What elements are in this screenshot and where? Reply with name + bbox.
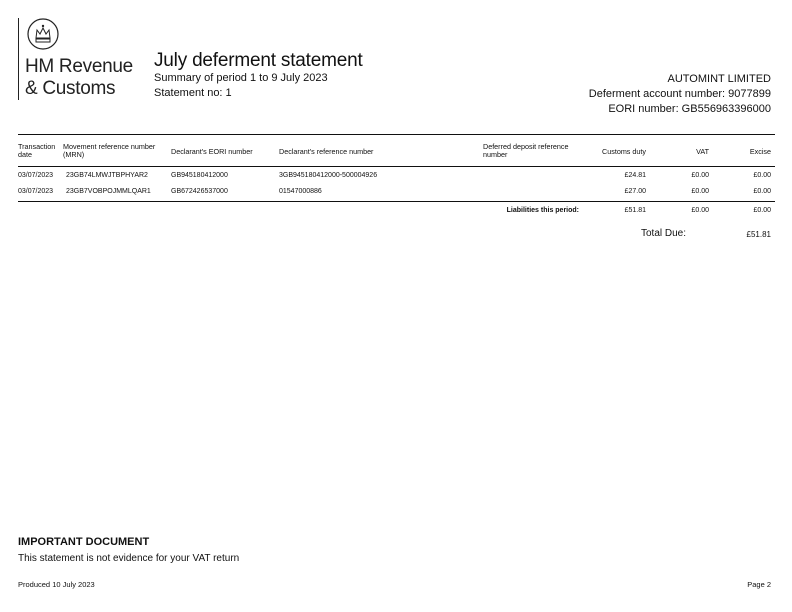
table-top-rule [18, 134, 775, 135]
important-title: IMPORTANT DOCUMENT [18, 536, 150, 548]
col-excise: Excise [749, 147, 771, 156]
row-mrn: 23GB74LMWJTBPHYAR2 [66, 172, 148, 179]
row-mrn: 23GB7VOBPOJMMLQAR1 [66, 188, 151, 195]
company-name: AUTOMINT LIMITED [667, 73, 771, 85]
col-vat: VAT [696, 147, 709, 156]
row-date: 03/07/2023 [18, 172, 54, 179]
col-declarant-ref: Declarant's reference number [279, 147, 374, 156]
important-note: This statement is not evidence for your VAT return [18, 553, 240, 564]
col-transaction-date: Transaction date [18, 142, 56, 159]
hmrc-logo-text [25, 56, 133, 100]
row-eori: GB672426537000 [171, 188, 228, 195]
row-declarant-ref: 01547000886 [279, 188, 322, 195]
period-summary: Summary of period 1 to 9 July 2023 [154, 72, 328, 84]
page-title: July deferment statement [154, 50, 363, 71]
produced-date: Produced 10 July 2023 [18, 580, 95, 589]
row-excise: £0.00 [753, 188, 771, 195]
header-bottom-rule [18, 166, 775, 167]
logo-line-1: HM Revenue [25, 56, 133, 77]
total-due-label: Total Due: [641, 228, 687, 239]
deferment-account: Deferment account number: 9077899 [588, 88, 771, 100]
row-excise: £0.00 [753, 172, 771, 179]
royal-crest-icon [27, 18, 59, 50]
logo-line-2: & Customs [25, 78, 116, 99]
row-eori: GB945180412000 [171, 172, 228, 179]
row-vat: £0.00 [691, 188, 709, 195]
liabilities-vat: £0.00 [691, 207, 709, 214]
row-declarant-ref: 3GB945180412000-500004926 [279, 172, 378, 179]
logo-divider [18, 18, 19, 100]
company-details [589, 72, 771, 117]
row-customs-duty: £27.00 [624, 188, 646, 195]
row-vat: £0.00 [691, 172, 709, 179]
col-deposit-ref: Deferred deposit reference number [483, 142, 569, 159]
statement-number: Statement no: 1 [154, 87, 232, 99]
eori-number: EORI number: GB556963396000 [608, 103, 771, 115]
row-date: 03/07/2023 [18, 188, 54, 195]
rows-bottom-rule [18, 201, 775, 202]
col-mrn: Movement reference number (MRN) [63, 142, 156, 159]
col-declarant-eori: Declarant's EORI number [171, 147, 253, 156]
liabilities-customs-duty: £51.81 [624, 207, 646, 214]
page-number: Page 2 [747, 580, 771, 589]
liabilities-excise: £0.00 [753, 207, 771, 214]
row-customs-duty: £24.81 [624, 172, 646, 179]
liabilities-label: Liabilities this period: [506, 207, 579, 214]
total-due-value: £51.81 [746, 230, 771, 239]
col-customs-duty: Customs duty [602, 147, 646, 156]
